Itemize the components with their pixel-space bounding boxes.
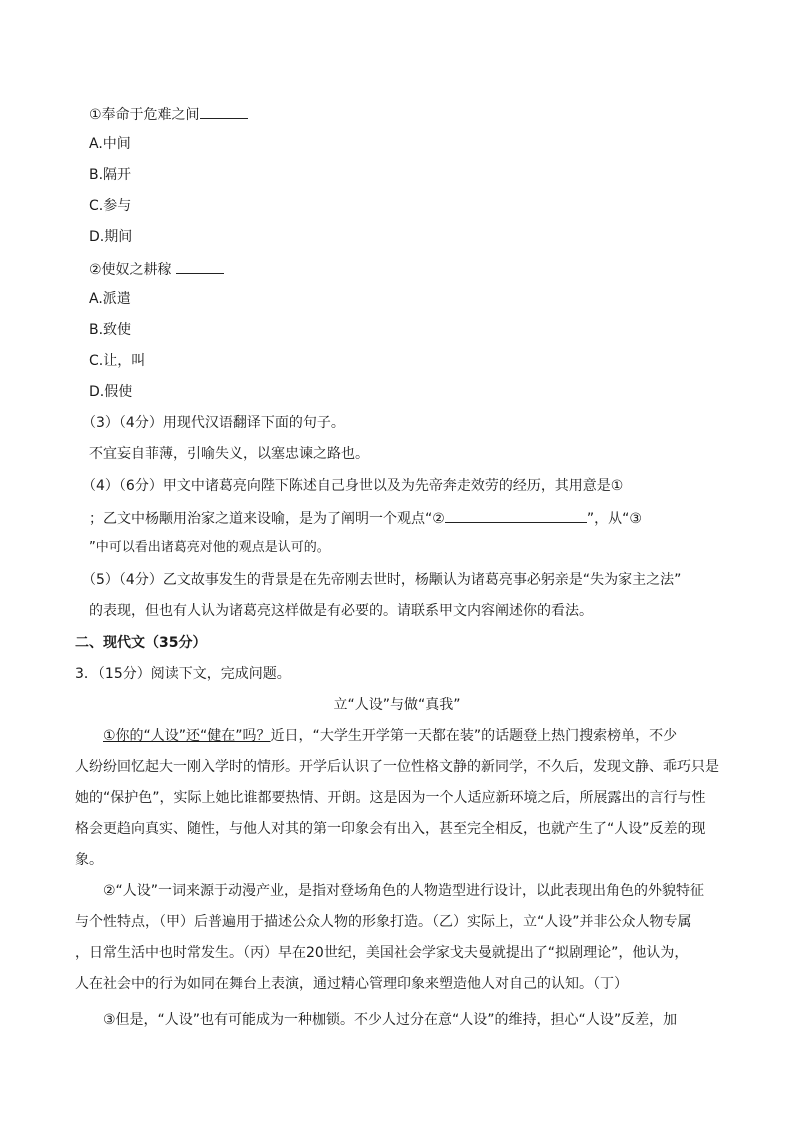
answer-blank[interactable] (176, 259, 224, 274)
question-2-stem (89, 259, 224, 279)
question-1-text: ①奉命于危难之间 (89, 107, 200, 123)
article-p2-line-4: 人在社会中的行为如同在舞台上表演，通过精心管理印象来塑造他人对自己的认知。（丁） (75, 976, 628, 992)
article-p1-line-3: 她的“保护色”，实际上她比谁都要热情、开朗。这是因为一个人适应新环境之后，所展露出的言行与性 (75, 790, 706, 806)
article-p1-line-5: 象。 (75, 852, 103, 868)
question-3-prompt: （3）（4分）用现代汉语翻译下面的句子。 (82, 415, 345, 431)
question-4-line-3: ”中可以看出诸葛亮对他的观点是认可的。 (89, 540, 330, 555)
answer-blank[interactable] (200, 104, 248, 119)
article-p3-line-1: ③但是，“人设”也有可能成为一种枷锁。不少人过分在意“人设”的维持，担心“人设”反差，加 (103, 1012, 678, 1028)
option-a: A.中间 (89, 136, 131, 152)
option-b: B.隔开 (89, 167, 132, 183)
question-5-line-2: 的表现，但也有人认为诸葛亮这样做是有必要的。请联系甲文内容阐述你的看法。 (89, 603, 593, 619)
article-p2-line-3: ，日常生活中也时常发生。（丙）早在20世纪，美国社会学家戈夫曼就提出了“拟剧理论”，他认为， (75, 945, 689, 961)
option-d: D.期间 (89, 229, 133, 245)
answer-blank[interactable] (445, 508, 587, 523)
question-2-text: ②使奴之耕稼 (89, 262, 177, 278)
question-4-line-2 (89, 508, 642, 528)
question-4-line-1: （4）（6分）甲文中诸葛亮向陛下陈述自己身世以及为先帝奔走效劳的经历，其用意是① (82, 478, 624, 494)
paragraph-text: 近日，“大学生开学第一天都在装”的话题登上热门搜索榜单，不少 (270, 728, 678, 744)
question-4-text: ；乙文中杨颙用治家之道来设喻，是为了阐明一个观点“② (89, 511, 445, 527)
article-p1-line-4: 格会更趋向真实、随性，与他人对其的第一印象会有出入，甚至完全相反，也就产生了“人设”反差的现 (75, 821, 706, 837)
question-1-stem (89, 104, 248, 124)
article-p1-line-2: 人纷纷回忆起大一刚入学时的情形。开学后认识了一位性格文静的新同学，不久后，发现文静、乖巧只是 (75, 759, 719, 775)
article-p2-line-1: ②“人设”一词来源于动漫产业，是指对登场角色的人物造型进行设计，以此表现出角色的外貌特征 (103, 883, 705, 899)
question-5-line-1: （5）（4分）乙文故事发生的背景是在先帝刚去世时，杨颙认为诸葛亮事必躬亲是“失为家主之法” (82, 572, 682, 588)
question-6-prompt: 3．（15分）阅读下文，完成问题。 (75, 666, 291, 682)
option-d: D.假使 (89, 384, 133, 400)
underlined-text: ①你的“人设”还“健在”吗？ (103, 728, 271, 744)
article-p1-line-1 (103, 727, 677, 745)
question-3-sentence: 不宜妄自菲薄，引喻失义，以塞忠谏之路也。 (89, 446, 369, 462)
question-4-text: ”，从“③ (586, 511, 642, 527)
article-title: 立“人设”与做“真我” (333, 697, 461, 713)
option-c: C.让，叫 (89, 353, 146, 369)
option-c: C.参与 (89, 198, 132, 214)
article-p2-line-2: 与个性特点，（甲）后普遍用于描述公众人物的形象打造。（乙）实际上，立“人设”并非公众人物专属 (75, 914, 692, 930)
option-b: B.致使 (89, 322, 132, 338)
section-heading: 二、现代文（35分） (75, 635, 207, 651)
option-a: A.派遣 (89, 291, 131, 307)
